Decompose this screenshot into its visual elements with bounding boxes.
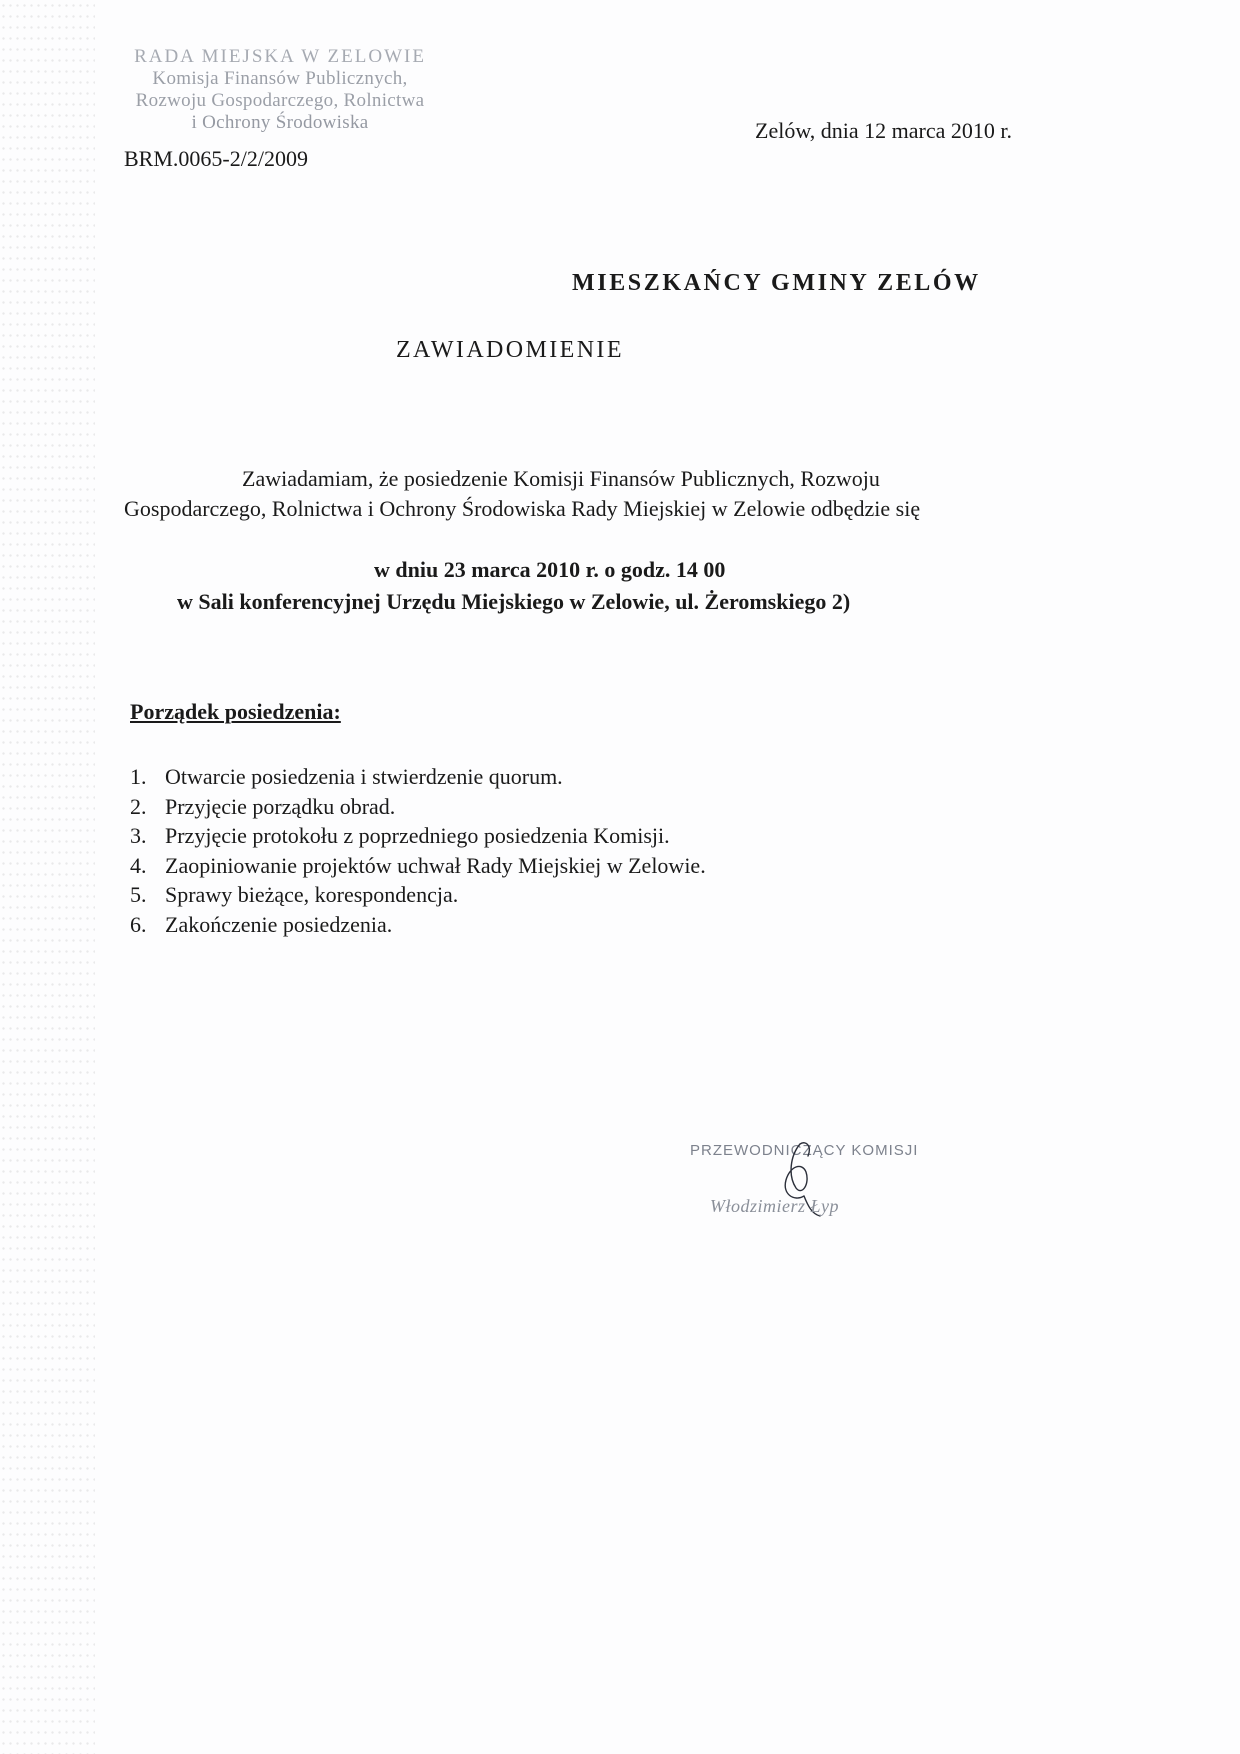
agenda-item-text: Sprawy bieżące, korespondencja. — [165, 882, 459, 907]
agenda-item-text: Otwarcie posiedzenia i stwierdzenie quorum. — [165, 764, 563, 789]
agenda-item-text: Zaopiniowanie projektów uchwał Rady Miejskiej w Zelowie. — [165, 852, 706, 878]
agenda-item — [130, 880, 706, 910]
stamp-line-2: Komisja Finansów Publicznych, — [152, 68, 408, 89]
meeting-location: w Sali konferencyjnej Urzędu Miejskiego w Zelowie, ul. Żeromskiego 2) — [177, 589, 851, 614]
stamp-line-4: i Ochrony Środowiska — [191, 112, 369, 133]
signatory-name: Włodzimierz Łyp — [710, 1196, 839, 1216]
document-date: Zelów, dnia 12 marca 2010 r. — [755, 118, 1012, 143]
agenda-item — [130, 851, 706, 881]
stamp-line-3: Rozwoju Gospodarczego, Rolnictwa — [135, 90, 425, 111]
agenda-item-text: Przyjęcie protokołu z poprzedniego posiedzenia Komisji. — [165, 823, 670, 848]
agenda-list — [130, 762, 706, 939]
signature-block — [690, 1136, 919, 1236]
notice-body-line-1: Zawiadamiam, że posiedzenie Komisji Finansów Publicznych, Rozwoju — [242, 466, 880, 491]
agenda-item-number: 1. — [130, 764, 147, 789]
agenda-item-number: 3. — [130, 823, 147, 848]
notice-body — [124, 464, 1004, 524]
header-stamp — [110, 46, 450, 134]
agenda-item — [130, 792, 706, 822]
agenda-item-text: Przyjęcie porządku obrad. — [165, 793, 396, 819]
signature-title: PRZEWODNICZĄCY KOMISJI — [690, 1142, 919, 1159]
document-title: ZAWIADOMIENIE — [396, 337, 624, 363]
reference-number: BRM.0065-2/2/2009 — [124, 146, 308, 171]
agenda-item-number: 2. — [130, 793, 147, 819]
agenda-item-text: Zakończenie posiedzenia. — [165, 911, 393, 937]
meeting-details — [124, 554, 1004, 618]
agenda-heading: Porządek posiedzenia: — [130, 699, 341, 724]
agenda-item-number: 6. — [130, 911, 147, 937]
agenda-item — [130, 762, 706, 792]
meeting-date-time: w dniu 23 marca 2010 r. o godz. 14 00 — [374, 557, 726, 582]
agenda-item-number: 5. — [130, 882, 147, 907]
notice-body-line-2: Gospodarczego, Rolnictwa i Ochrony Środowiska Rady Miejskiej w Zelowie odbędzie się — [124, 496, 921, 521]
scan-edge-noise — [0, 0, 95, 1754]
agenda-item-number: 4. — [130, 852, 147, 878]
agenda-item — [130, 821, 706, 851]
stamp-line-1: RADA MIEJSKA W ZELOWIE — [134, 46, 426, 67]
agenda-item — [130, 910, 706, 940]
addressee-heading: MIESZKAŃCY GMINY ZELÓW — [572, 270, 981, 296]
